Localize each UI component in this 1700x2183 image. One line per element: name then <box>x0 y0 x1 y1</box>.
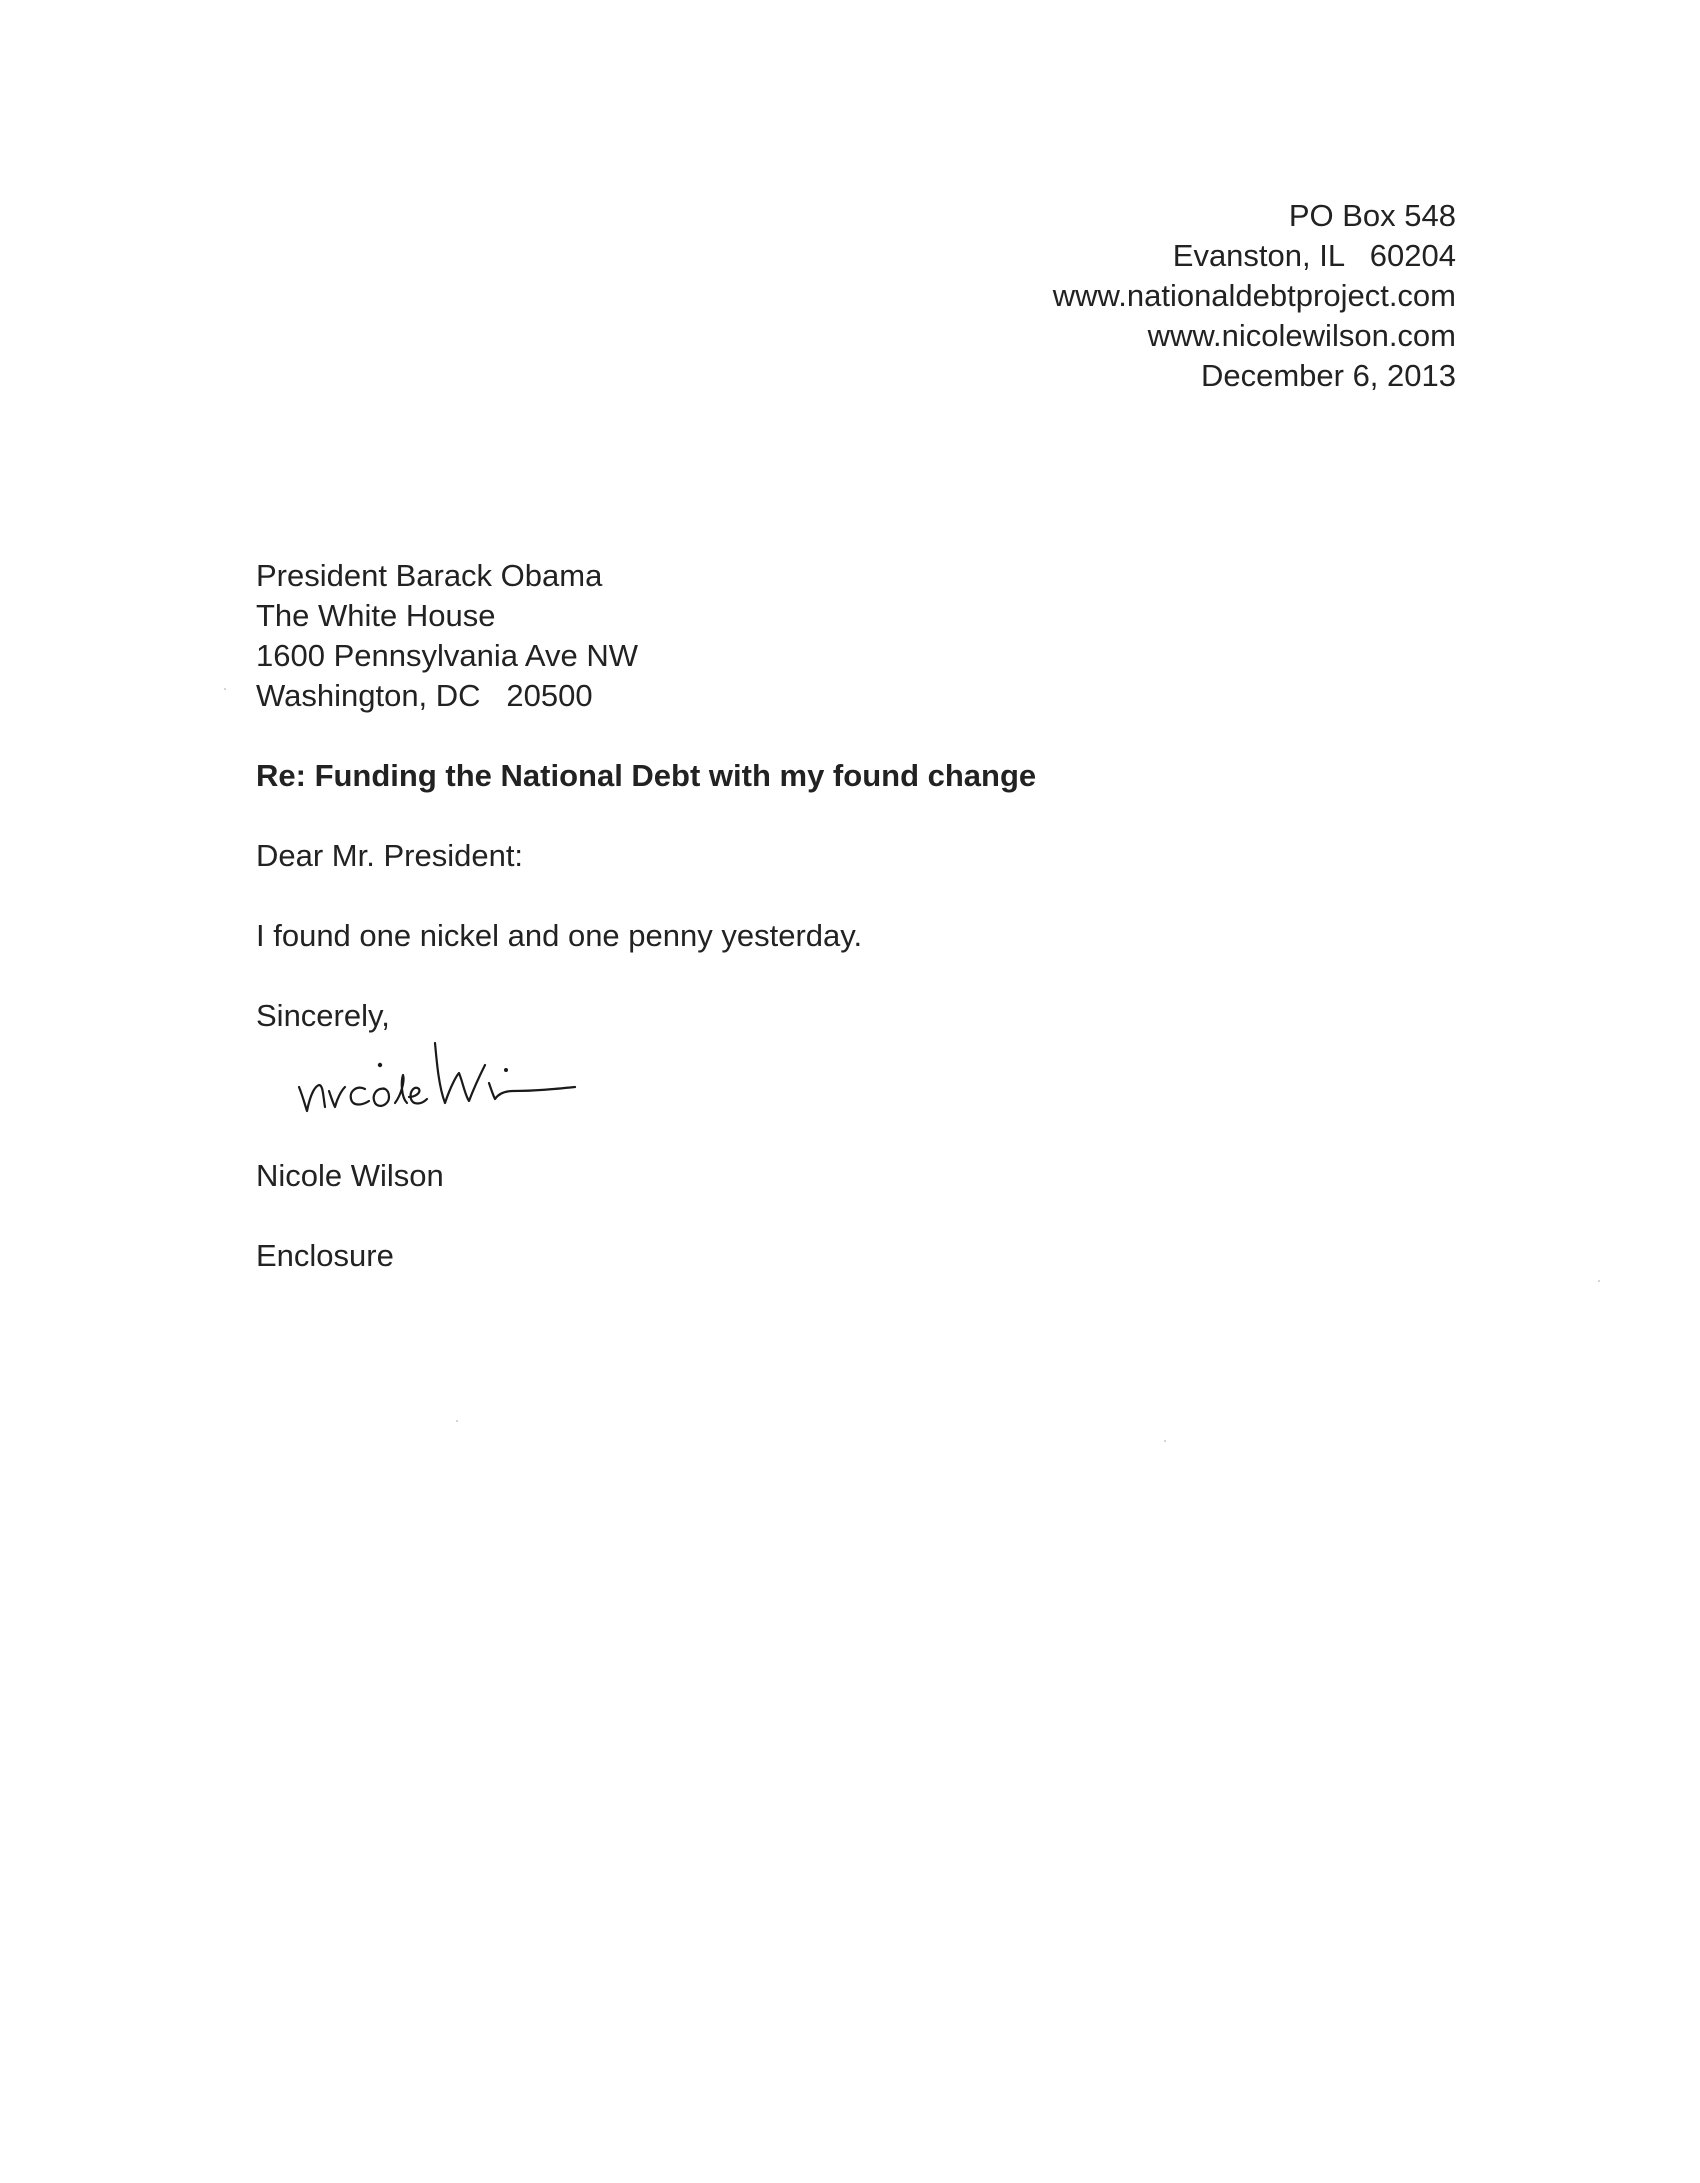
salutation: Dear Mr. President: <box>256 838 524 873</box>
sender-website-2: www.nicolewilson.com <box>1147 318 1456 353</box>
recipient-name: President Barack Obama <box>256 558 603 593</box>
letter-date: December 6, 2013 <box>1200 358 1456 393</box>
subject-line: Re: Funding the National Debt with my found change <box>256 758 1037 793</box>
scan-speck <box>1598 1280 1600 1282</box>
closing: Sincerely, <box>256 998 390 1033</box>
recipient-street: 1600 Pennsylvania Ave NW <box>256 638 638 673</box>
recipient-city-state-zip: Washington, DC 20500 <box>256 678 593 713</box>
sender-city-state-zip: Evanston, IL 60204 <box>1172 238 1456 273</box>
sender-po-box: PO Box 548 <box>1288 198 1456 233</box>
scan-speck <box>1164 1440 1166 1442</box>
recipient-address-block <box>256 556 638 716</box>
printed-name: Nicole Wilson <box>256 1158 444 1193</box>
scan-speck <box>456 1420 458 1422</box>
handwritten-signature <box>285 1025 665 1135</box>
sender-website-1: www.nationaldebtproject.com <box>1052 278 1456 313</box>
sender-address-block <box>1053 196 1456 396</box>
enclosure-notation: Enclosure <box>256 1238 394 1273</box>
letter-body: I found one nickel and one penny yesterday. <box>256 918 863 953</box>
scan-speck <box>224 688 226 690</box>
recipient-organization: The White House <box>256 598 496 633</box>
